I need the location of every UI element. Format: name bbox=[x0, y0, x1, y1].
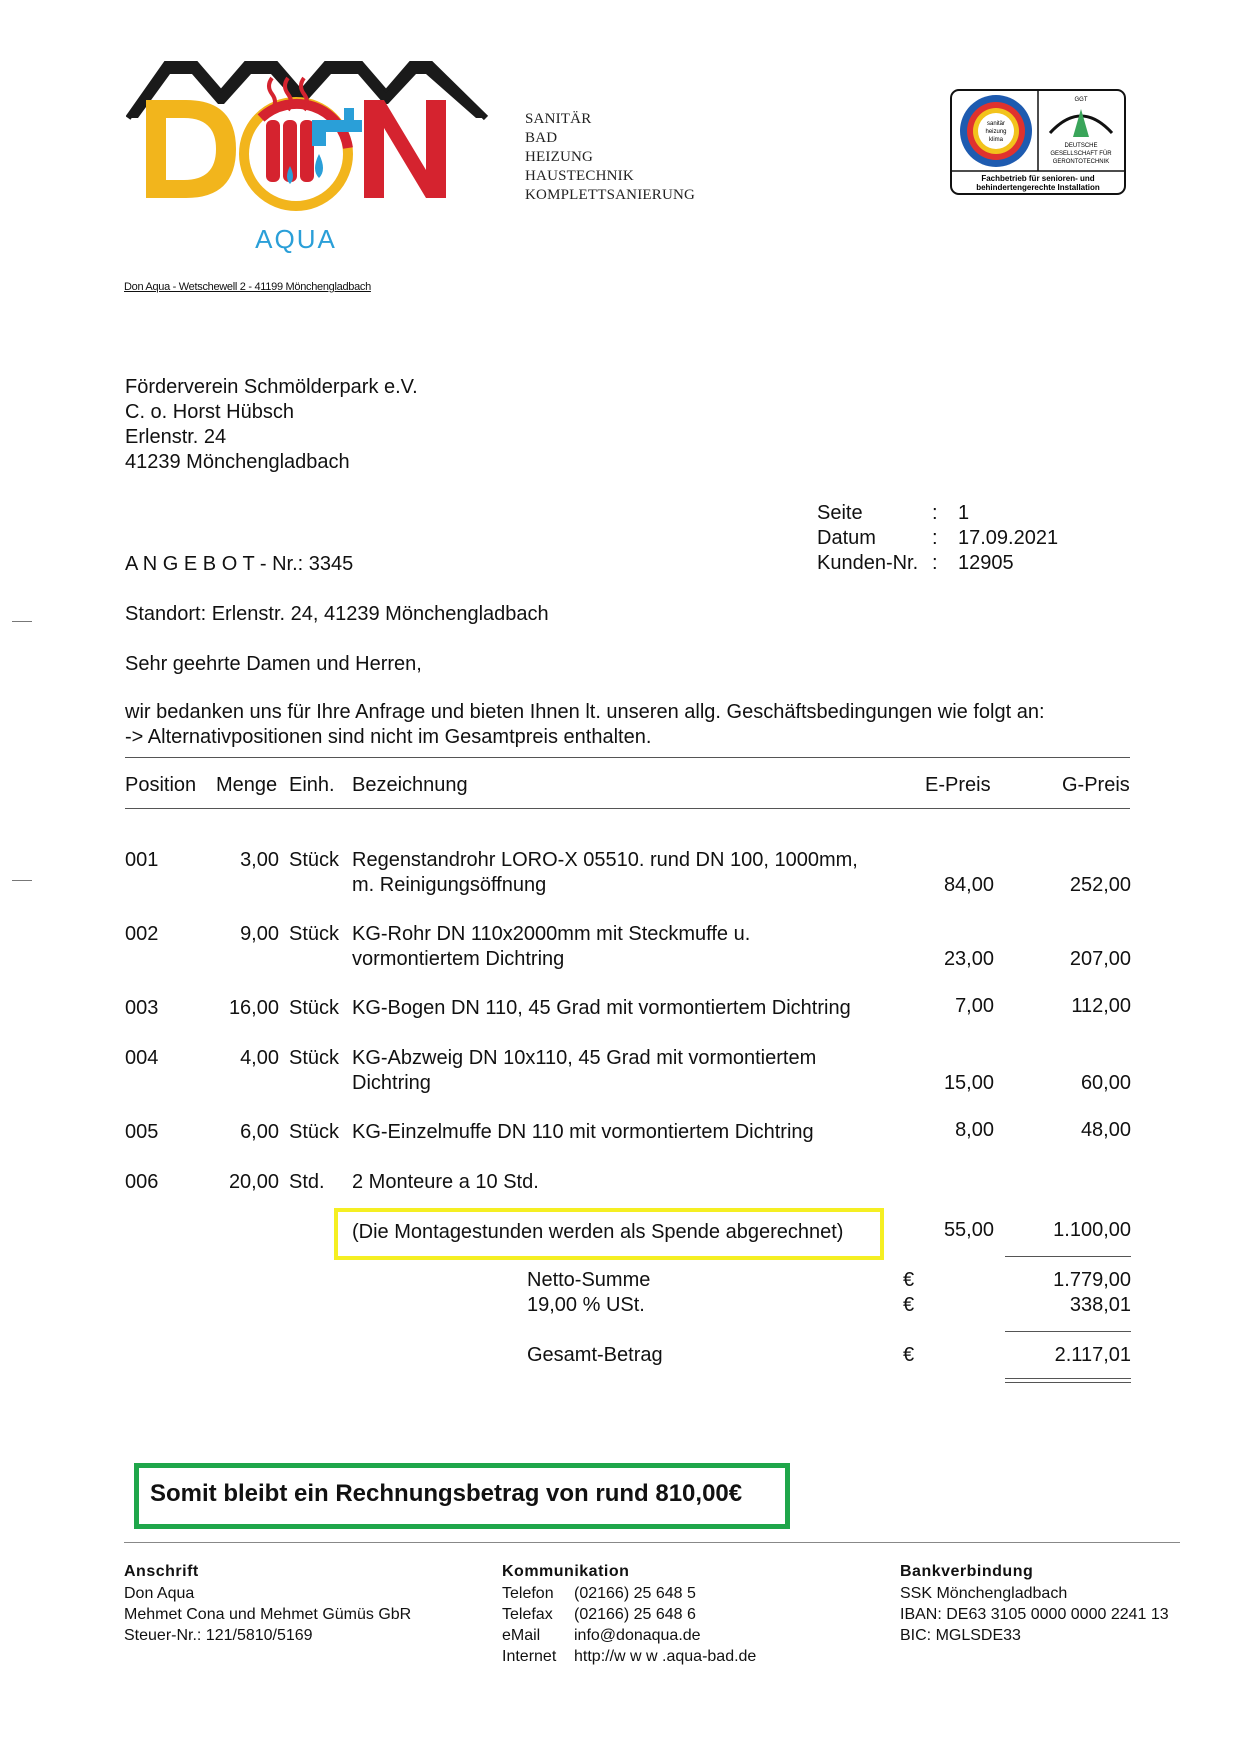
certification-seal bbox=[950, 89, 1126, 195]
row-position: 004 bbox=[125, 1047, 159, 1069]
fax-number: (02166) 25 648 6 bbox=[574, 1606, 696, 1623]
seal-right-text: GERONTOTECHNIK bbox=[1052, 159, 1110, 165]
footer-line: Mehmet Cona und Mehmet Gümüs GbR bbox=[124, 1606, 412, 1623]
row-description: KG-Rohr DN 110x2000mm mit Steckmuffe u. bbox=[352, 923, 751, 945]
location-line: Standort: Erlenstr. 24, 41239 Mönchengladbach bbox=[125, 603, 549, 625]
meta-sep: : bbox=[932, 552, 938, 574]
table-header-rule bbox=[125, 808, 1130, 809]
row-position: 005 bbox=[125, 1121, 159, 1143]
meta-value: 17.09.2021 bbox=[958, 527, 1059, 549]
services-list bbox=[525, 110, 695, 205]
row-gpreis: 207,00 bbox=[1069, 948, 1131, 970]
header-position: Position bbox=[125, 774, 197, 796]
greeting: Sehr geehrte Damen und Herren, bbox=[125, 653, 422, 675]
row-epreis: 7,00 bbox=[955, 995, 994, 1017]
total-rule bbox=[1005, 1331, 1131, 1332]
footer-bank-title: Bankverbindung bbox=[900, 1563, 1034, 1580]
fold-mark bbox=[12, 880, 32, 881]
footer-anschrift bbox=[124, 1583, 411, 1646]
double-rule-bottom bbox=[1005, 1382, 1131, 1383]
row-menge: 20,00 bbox=[228, 1171, 279, 1193]
row-position: 001 bbox=[125, 849, 159, 871]
contact-label: Internet bbox=[502, 1648, 557, 1665]
footer-line: SSK Mönchengladbach bbox=[900, 1585, 1068, 1602]
grand-total-label: Gesamt-Betrag bbox=[527, 1344, 663, 1366]
service-item: BAD bbox=[525, 130, 558, 146]
email-link[interactable]: info@donaqua.de bbox=[574, 1627, 701, 1644]
seal-left-text: klima bbox=[988, 137, 1004, 143]
row-position: 006 bbox=[125, 1171, 159, 1193]
meta-value: 1 bbox=[958, 502, 970, 524]
row-position: 002 bbox=[125, 923, 159, 945]
row-epreis: 15,00 bbox=[943, 1072, 994, 1094]
contact-label: Telefon bbox=[502, 1585, 554, 1602]
row-epreis: 8,00 bbox=[955, 1119, 994, 1141]
seal-right-text: GESELLSCHAFT FÜR bbox=[1050, 151, 1112, 157]
sender-line: Don Aqua - Wetschewell 2 - 41199 Mönchengladbach bbox=[124, 281, 371, 293]
row-gpreis: 112,00 bbox=[1071, 995, 1131, 1017]
donation-note: (Die Montagestunden werden als Spende abgerechnet) bbox=[352, 1221, 844, 1243]
document-title: A N G E B O T - Nr.: 3345 bbox=[125, 553, 354, 575]
header-einheit: Einh. bbox=[289, 774, 335, 796]
row-gpreis: 1.100,00 bbox=[1053, 1219, 1131, 1241]
row-einheit: Stück bbox=[289, 997, 340, 1019]
row-menge: 9,00 bbox=[240, 923, 279, 945]
row-gpreis: 60,00 bbox=[1080, 1072, 1131, 1094]
service-item: SANITÄR bbox=[525, 111, 592, 127]
total-value: 1.779,00 bbox=[1053, 1269, 1131, 1291]
row-description: m. Reinigungsöffnung bbox=[352, 874, 547, 896]
phone-number: (02166) 25 648 5 bbox=[574, 1585, 696, 1602]
seal-left-text: sanitär bbox=[986, 121, 1006, 127]
meta-label: Kunden-Nr. bbox=[817, 552, 919, 574]
service-item: HAUSTECHNIK bbox=[525, 168, 634, 184]
recipient-address bbox=[125, 375, 418, 475]
final-amount-note: Somit bleibt ein Rechnungsbetrag von rund 810,00€ bbox=[150, 1480, 743, 1507]
footer-kommunikation bbox=[502, 1583, 802, 1667]
row-einheit: Stück bbox=[289, 1121, 340, 1143]
row-description: Dichtring bbox=[352, 1072, 431, 1094]
row-menge: 6,00 bbox=[240, 1121, 279, 1143]
meta-value: 12905 bbox=[958, 552, 1014, 574]
seal-caption: Fachbetrieb für senioren- und bbox=[981, 174, 1095, 183]
logo-subtitle: AQUA bbox=[255, 224, 337, 254]
seal-caption: behindertengerechte Installation bbox=[976, 183, 1100, 192]
contact-label: eMail bbox=[502, 1627, 541, 1644]
fold-mark bbox=[12, 621, 32, 622]
contact-label: Telefax bbox=[502, 1606, 553, 1623]
row-epreis: 23,00 bbox=[943, 948, 994, 970]
row-menge: 3,00 bbox=[240, 849, 279, 871]
total-label: Netto-Summe bbox=[527, 1269, 651, 1291]
total-label: 19,00 % USt. bbox=[527, 1294, 645, 1316]
recipient-line: Erlenstr. 24 bbox=[125, 426, 227, 448]
meta-label: Datum bbox=[817, 527, 876, 549]
row-description: KG-Einzelmuffe DN 110 mit vormontiertem Dichtring bbox=[352, 1121, 814, 1143]
table-top-rule bbox=[125, 757, 1130, 758]
row-einheit: Stück bbox=[289, 1047, 340, 1069]
row-description: 2 Monteure a 10 Std. bbox=[352, 1171, 539, 1193]
row-description: Regenstandrohr LORO-X 05510. rund DN 100, 1000mm, bbox=[352, 849, 858, 871]
footer-kommunikation-title: Kommunikation bbox=[502, 1563, 630, 1580]
footer-line: IBAN: DE63 3105 0000 0000 2241 13 bbox=[900, 1606, 1169, 1623]
row-description: KG-Bogen DN 110, 45 Grad mit vormontiertem Dichtring bbox=[352, 997, 851, 1019]
row-menge: 16,00 bbox=[228, 997, 279, 1019]
recipient-line: 41239 Mönchengladbach bbox=[125, 451, 350, 473]
website-link[interactable]: http://w w w .aqua-bad.de bbox=[574, 1648, 757, 1665]
header-epreis: E-Preis bbox=[925, 774, 991, 796]
total-currency: € bbox=[903, 1269, 915, 1291]
intro-line: wir bedanken uns für Ihre Anfrage und bieten Ihnen lt. unseren allg. Geschäftsbedingungen wie folgt an: bbox=[125, 701, 1045, 723]
recipient-line: C. o. Horst Hübsch bbox=[125, 401, 294, 423]
service-item: HEIZUNG bbox=[525, 149, 594, 165]
footer-anschrift-title: Anschrift bbox=[124, 1563, 199, 1580]
seal-right-top: GGT bbox=[1074, 97, 1088, 103]
intro-line: -> Alternativpositionen sind nicht im Gesamtpreis enthalten. bbox=[125, 726, 652, 748]
footer-line: Don Aqua bbox=[124, 1585, 195, 1602]
meta-row bbox=[817, 527, 1077, 552]
row-einheit: Stück bbox=[289, 923, 340, 945]
service-item: KOMPLETTSANIERUNG bbox=[525, 187, 696, 203]
total-currency: € bbox=[903, 1294, 915, 1316]
meta-label: Seite bbox=[817, 502, 863, 524]
footer-bank bbox=[900, 1583, 1169, 1646]
company-logo bbox=[126, 58, 506, 258]
subtotal-rule bbox=[1005, 1256, 1131, 1257]
meta-sep: : bbox=[932, 502, 938, 524]
seal-right-text: DEUTSCHE bbox=[1064, 143, 1098, 149]
header-menge: Menge bbox=[216, 774, 278, 796]
footer-line: BIC: MGLSDE33 bbox=[900, 1627, 1021, 1644]
row-einheit: Std. bbox=[289, 1171, 325, 1193]
row-description: vormontiertem Dichtring bbox=[352, 948, 565, 970]
header-gpreis: G-Preis bbox=[1062, 774, 1130, 796]
double-rule-top bbox=[1005, 1378, 1131, 1379]
header-bezeichnung: Bezeichnung bbox=[352, 774, 468, 796]
row-epreis: 84,00 bbox=[943, 874, 994, 896]
meta-row bbox=[817, 552, 1077, 577]
recipient-line: Förderverein Schmölderpark e.V. bbox=[125, 376, 418, 398]
meta-row bbox=[817, 502, 1077, 527]
row-menge: 4,00 bbox=[240, 1047, 279, 1069]
total-value: 338,01 bbox=[1069, 1294, 1131, 1316]
grand-total-value: 2.117,01 bbox=[1054, 1344, 1131, 1366]
meta-sep: : bbox=[932, 527, 938, 549]
row-einheit: Stück bbox=[289, 849, 340, 871]
row-epreis: 55,00 bbox=[943, 1219, 994, 1241]
footer-rule bbox=[124, 1542, 1180, 1543]
footer-line: Steuer-Nr.: 121/5810/5169 bbox=[124, 1627, 313, 1644]
row-description: KG-Abzweig DN 10x110, 45 Grad mit vormontiertem bbox=[352, 1047, 817, 1069]
seal-left-text: heizung bbox=[985, 129, 1007, 135]
row-gpreis: 252,00 bbox=[1069, 874, 1131, 896]
row-gpreis: 48,00 bbox=[1080, 1119, 1131, 1141]
grand-total-currency: € bbox=[903, 1344, 915, 1366]
row-position: 003 bbox=[125, 997, 159, 1019]
